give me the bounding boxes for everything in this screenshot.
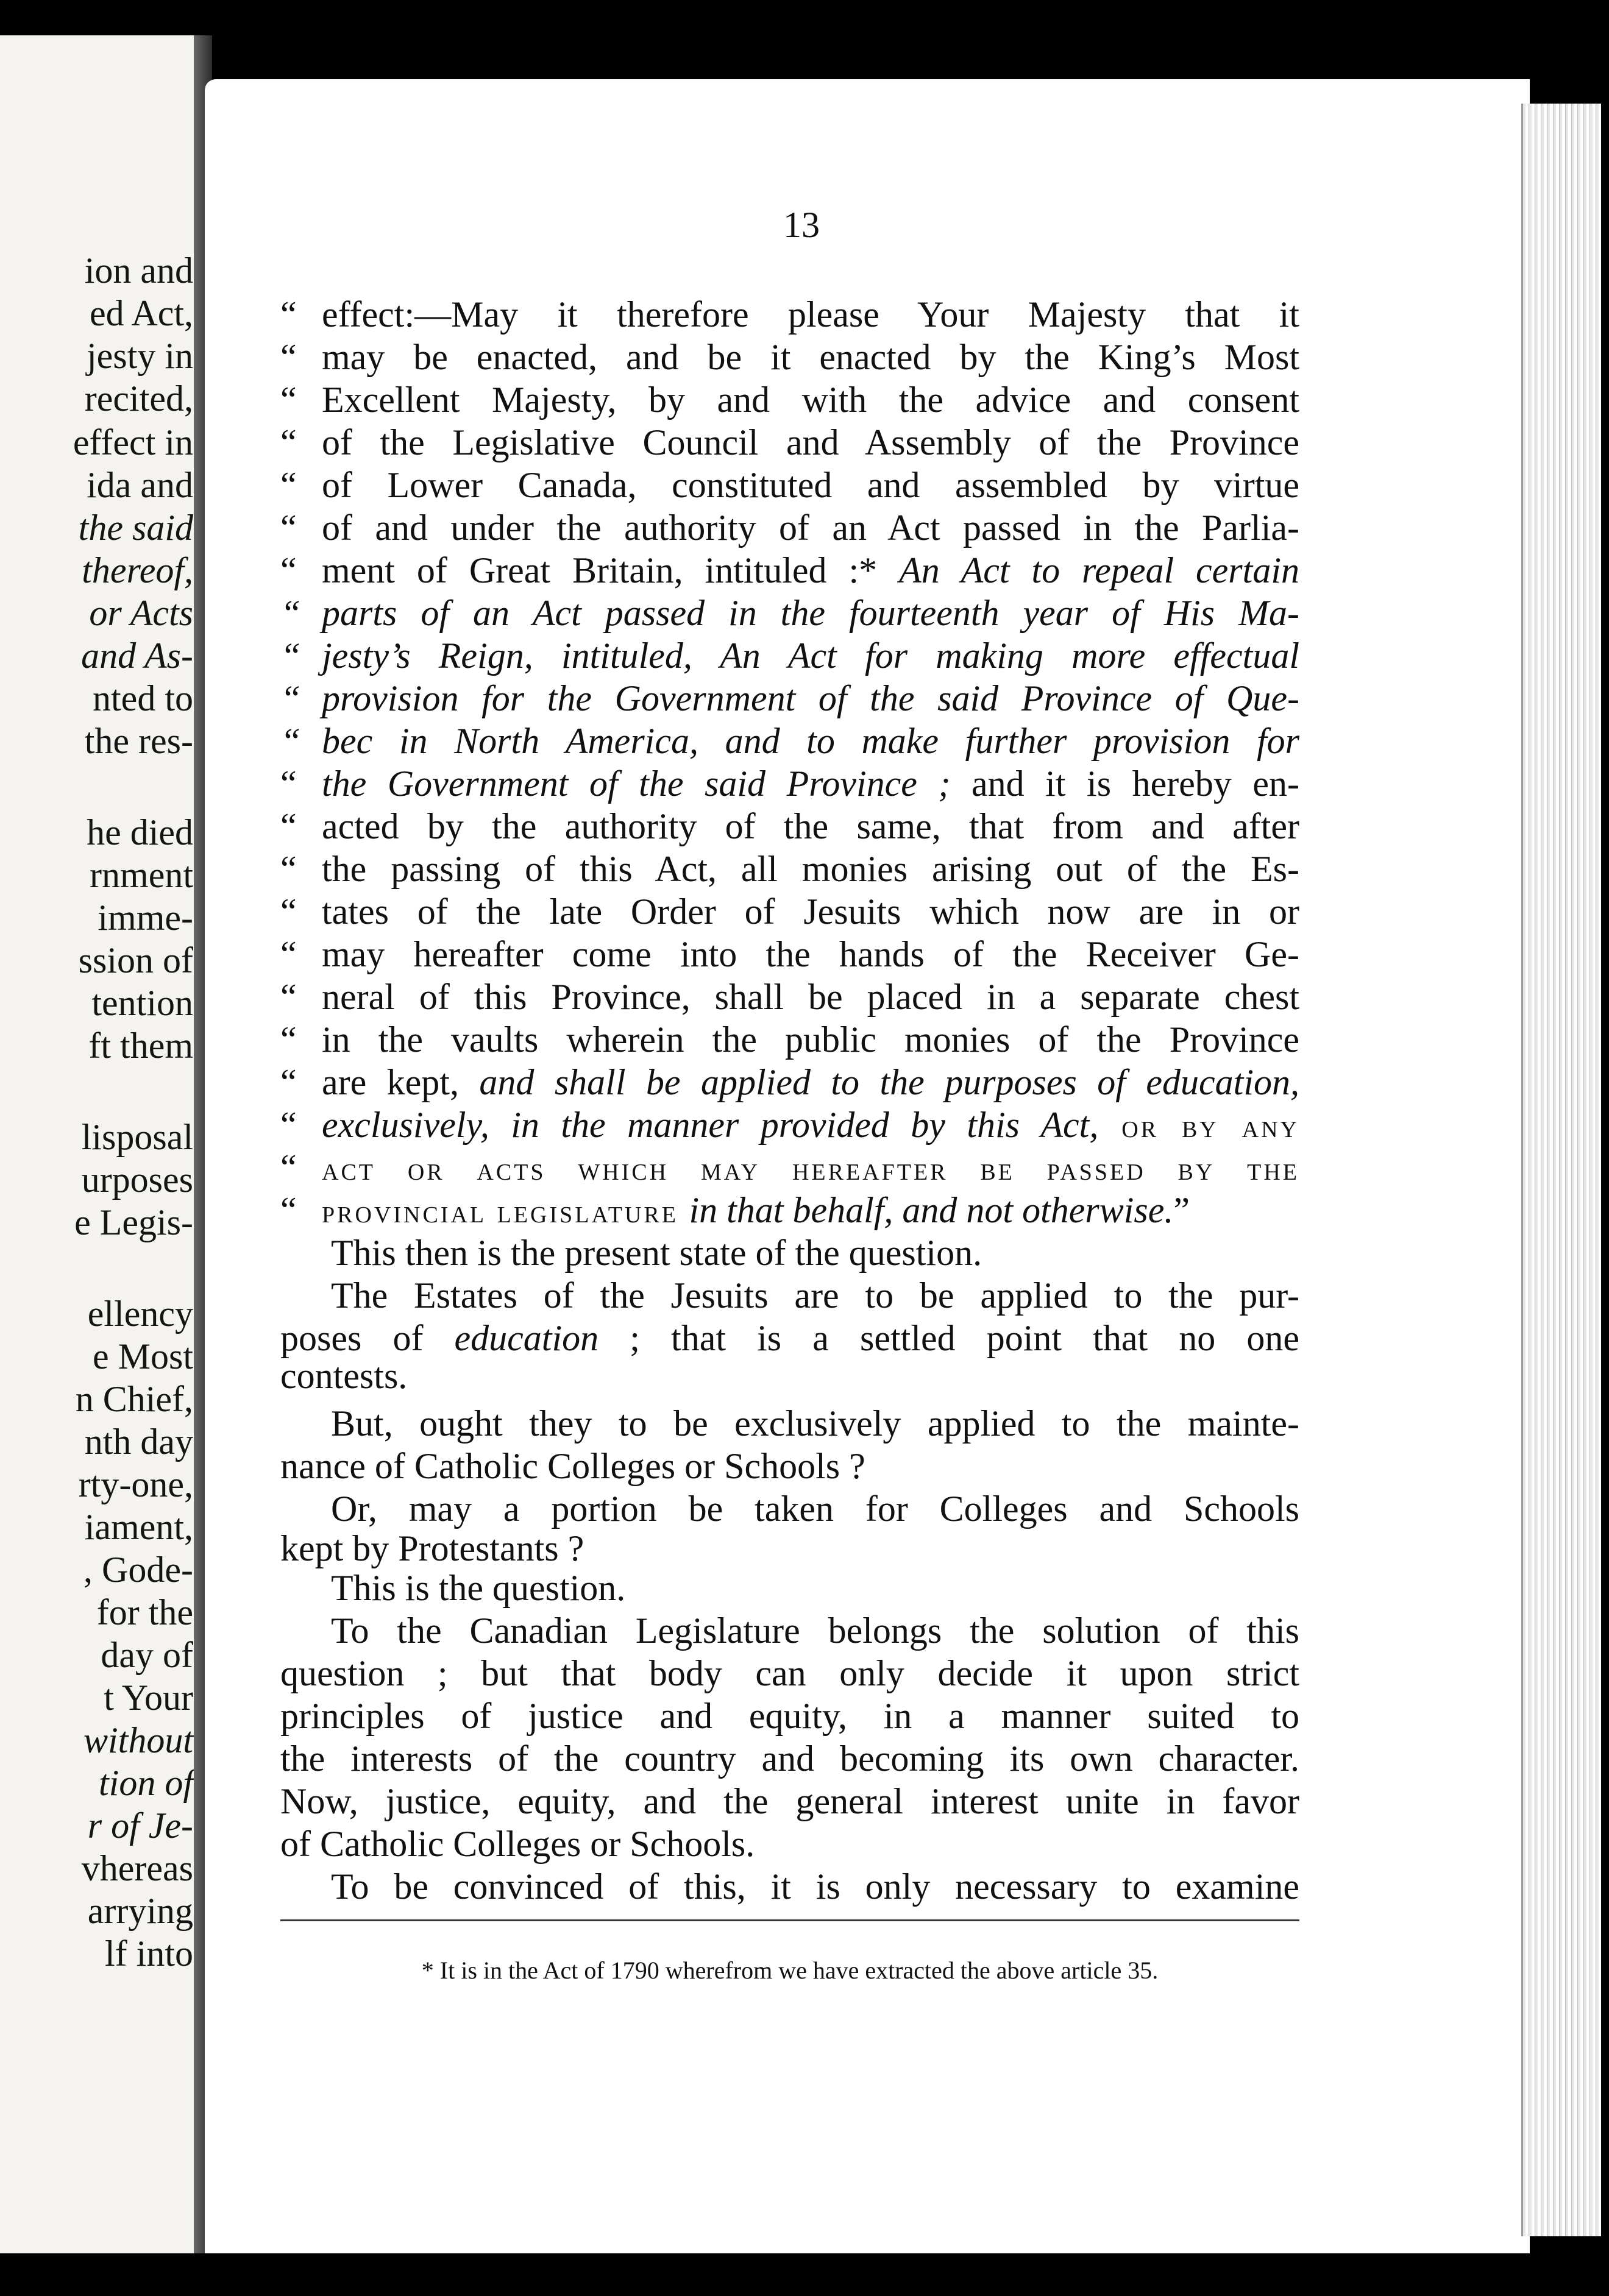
- left-page-line: ion and: [84, 250, 193, 291]
- left-page-line: tention: [91, 983, 193, 1023]
- quote-mark: “: [280, 636, 301, 676]
- line-text: provision for the Government of the said Province of Que-: [322, 678, 1299, 718]
- paragraph-line: nance of Catholic Colleges or Schools ?: [280, 1446, 865, 1486]
- line-text: the passing of this Act, all monies arising out of the Es-: [322, 849, 1299, 889]
- quoted-line: [280, 1103, 1299, 1147]
- paragraph-line: But, ought they to be exclusively applied to the mainte-: [331, 1403, 1299, 1444]
- quote-mark: “: [280, 891, 297, 932]
- left-page-line: thereof,: [82, 550, 193, 590]
- small-caps-text: or by any: [1098, 1108, 1300, 1144]
- quote-mark: “: [280, 294, 297, 335]
- left-page-line: urposes: [81, 1160, 193, 1200]
- left-page-line: recited,: [84, 378, 193, 419]
- quoted-line: [280, 292, 1299, 336]
- quote-mark: “: [280, 1062, 297, 1102]
- left-page-line: jesty in: [87, 336, 193, 376]
- left-page-line: rnment: [90, 855, 193, 895]
- left-page-line: n Chief,: [75, 1379, 193, 1419]
- quoted-line: [280, 1146, 1299, 1189]
- left-page-line: nted to: [93, 678, 193, 718]
- left-page-line: ed Act,: [90, 293, 193, 333]
- left-page-line: , Gode-: [83, 1550, 193, 1590]
- page-number: 13: [783, 205, 820, 245]
- quote-mark: “: [280, 508, 297, 548]
- left-page-line: he died: [87, 812, 193, 852]
- quote-mark: “: [280, 337, 297, 377]
- left-page-line: e Legis-: [74, 1202, 193, 1242]
- paragraph-line: Now, justice, equity, and the general interest unite in favor: [280, 1781, 1299, 1821]
- paragraph-line: contests.: [280, 1356, 408, 1396]
- line-text: Excellent Majesty, by and with the advice and consent: [322, 380, 1299, 420]
- left-page-line: t Your: [104, 1678, 193, 1718]
- quoted-line: [280, 548, 1299, 592]
- act-title-italic: the Government of the said Province ;: [322, 764, 951, 804]
- quote-mark: “: [280, 1190, 297, 1230]
- quote-mark: “: [280, 593, 301, 633]
- quoted-line: [280, 847, 1299, 891]
- quote-mark: “: [280, 422, 297, 462]
- quoted-line: [280, 932, 1299, 976]
- quote-mark: “: [280, 934, 297, 974]
- quote-mark: “: [280, 1105, 297, 1145]
- paragraph-line: kept by Protestants ?: [280, 1528, 584, 1568]
- line-text: in the vaults wherein the public monies of the Province: [322, 1019, 1299, 1060]
- left-page: [0, 35, 198, 2253]
- left-page-line: r of Je-: [87, 1805, 193, 1846]
- quoted-line: [280, 1060, 1299, 1104]
- quoted-line: [280, 762, 1299, 806]
- line-text: effect:—May it therefore please Your Majesty that it: [322, 294, 1299, 335]
- line-text: jesty’s Reign, intituled, An Act for making more effectual: [322, 636, 1299, 676]
- quote-mark: “: [280, 465, 297, 505]
- left-page-line: effect in: [73, 422, 193, 462]
- quoted-line: [280, 378, 1299, 422]
- left-page-line: ssion of: [78, 940, 193, 980]
- left-page-line: without: [83, 1720, 193, 1760]
- line-text: of the Legislative Council and Assembly of the Province: [322, 422, 1299, 462]
- left-page-line: ft them: [88, 1026, 193, 1066]
- paragraph-line: question ; but that body can only decide it upon strict: [280, 1653, 1299, 1693]
- emphasis-italic: education: [454, 1318, 599, 1358]
- left-page-line: iament,: [84, 1507, 193, 1547]
- left-page-line: ida and: [87, 465, 193, 505]
- line-text: parts of an Act passed in the fourteenth year of His Ma-: [322, 593, 1299, 633]
- small-caps-text: act or acts which may hereafter be passed by the: [322, 1150, 1299, 1187]
- paragraph-line: The Estates of the Jesuits are to be applied to the pur-: [331, 1275, 1299, 1316]
- left-page-line: nth day: [84, 1422, 193, 1462]
- quoted-line: [280, 634, 1299, 678]
- paragraph-line: To the Canadian Legislature belongs the solution of this: [331, 1610, 1299, 1651]
- quoted-line: [280, 463, 1299, 507]
- quoted-line: [280, 420, 1299, 464]
- left-page-line: rty-one,: [78, 1464, 193, 1504]
- quote-mark: “: [280, 1147, 297, 1188]
- quote-mark: “: [280, 721, 301, 761]
- quoted-line: [280, 890, 1299, 934]
- left-page-line: the res-: [84, 721, 193, 761]
- left-page-line: or Acts: [89, 593, 193, 633]
- paragraph-line: the interests of the country and becoming its own character.: [280, 1738, 1299, 1779]
- line-text: acted by the authority of the same, that from and after: [322, 806, 1299, 846]
- emphasis-italic: in that behalf, and not otherwise.: [689, 1190, 1174, 1230]
- quote-mark: “: [280, 380, 297, 420]
- page-edges: [1521, 104, 1601, 2236]
- paragraph-line: This then is the present state of the question.: [331, 1233, 982, 1273]
- quote-mark: “: [280, 550, 297, 590]
- quoted-line: [280, 804, 1299, 848]
- line-text: ment of Great Britain, intituled :*: [322, 550, 900, 590]
- left-page-line: lisposal: [81, 1117, 193, 1157]
- paragraph-line: of Catholic Colleges or Schools.: [280, 1824, 755, 1864]
- line-text: are kept,: [322, 1062, 480, 1102]
- left-page-line: day of: [101, 1635, 193, 1675]
- quoted-line: [280, 591, 1299, 635]
- paragraph-line: Or, may a portion be taken for Colleges and Schools: [331, 1489, 1299, 1529]
- left-page-line: the said: [78, 508, 193, 548]
- footnote-rule: [280, 1919, 1299, 1921]
- left-page-line: lf into: [105, 1933, 193, 1974]
- paragraph-line: principles of justice and equity, in a manner suited to: [280, 1696, 1299, 1736]
- line-text: neral of this Province, shall be placed in a separate chest: [322, 977, 1299, 1017]
- line-text: tates of the late Order of Jesuits which now are in or: [322, 891, 1299, 932]
- quoted-line: [280, 719, 1299, 763]
- line-text: of and under the authority of an Act passed in the Parlia-: [322, 508, 1299, 548]
- quoted-line: [280, 335, 1299, 379]
- line-text: ; that is a settled point that no one: [598, 1318, 1300, 1358]
- small-caps-text: provincial legislature: [322, 1193, 689, 1230]
- left-page-line: e Most: [93, 1336, 193, 1377]
- left-page-line: for the: [96, 1592, 193, 1632]
- quoted-line: [280, 975, 1299, 1019]
- footnote: * It is in the Act of 1790 wherefrom we have extracted the above article 35.: [421, 1957, 1159, 1984]
- line-text: may be enacted, and be it enacted by the King’s Most: [322, 337, 1299, 377]
- quoted-line: [280, 1188, 1299, 1232]
- left-page-line: and As-: [81, 636, 193, 676]
- closing-quote: ”: [1173, 1190, 1190, 1230]
- left-page-line: arrying: [87, 1891, 193, 1931]
- left-page-line: vhereas: [81, 1848, 193, 1888]
- line-text: and it is hereby en-: [950, 764, 1299, 804]
- paragraph-line: This is the question.: [331, 1568, 626, 1608]
- paragraph-line: To be convinced of this, it is only necessary to examine: [331, 1866, 1299, 1907]
- left-page-line: imme-: [98, 898, 193, 938]
- emphasis-italic: and shall be applied to the purposes of education,: [479, 1062, 1299, 1102]
- emphasis-italic: exclusively, in the manner provided by this Act,: [322, 1105, 1099, 1145]
- line-text: of Lower Canada, constituted and assembled by virtue: [322, 465, 1299, 505]
- quote-mark: “: [280, 849, 297, 889]
- line-text: may hereafter come into the hands of the Receiver Ge-: [322, 934, 1299, 974]
- line-text: bec in North America, and to make further provision for: [322, 721, 1299, 761]
- quote-mark: “: [280, 977, 297, 1017]
- left-page-line: tion of: [98, 1763, 193, 1803]
- left-page-line: ellency: [87, 1294, 193, 1334]
- act-title-italic: An Act to repeal certain: [899, 550, 1299, 590]
- quoted-line: [280, 676, 1299, 720]
- quoted-line: [280, 1018, 1299, 1061]
- line-text: poses of: [280, 1318, 455, 1358]
- quote-mark: “: [280, 806, 297, 846]
- quoted-line: [280, 506, 1299, 550]
- quote-mark: “: [280, 1019, 297, 1060]
- quote-mark: “: [280, 764, 297, 804]
- quote-mark: “: [280, 678, 301, 718]
